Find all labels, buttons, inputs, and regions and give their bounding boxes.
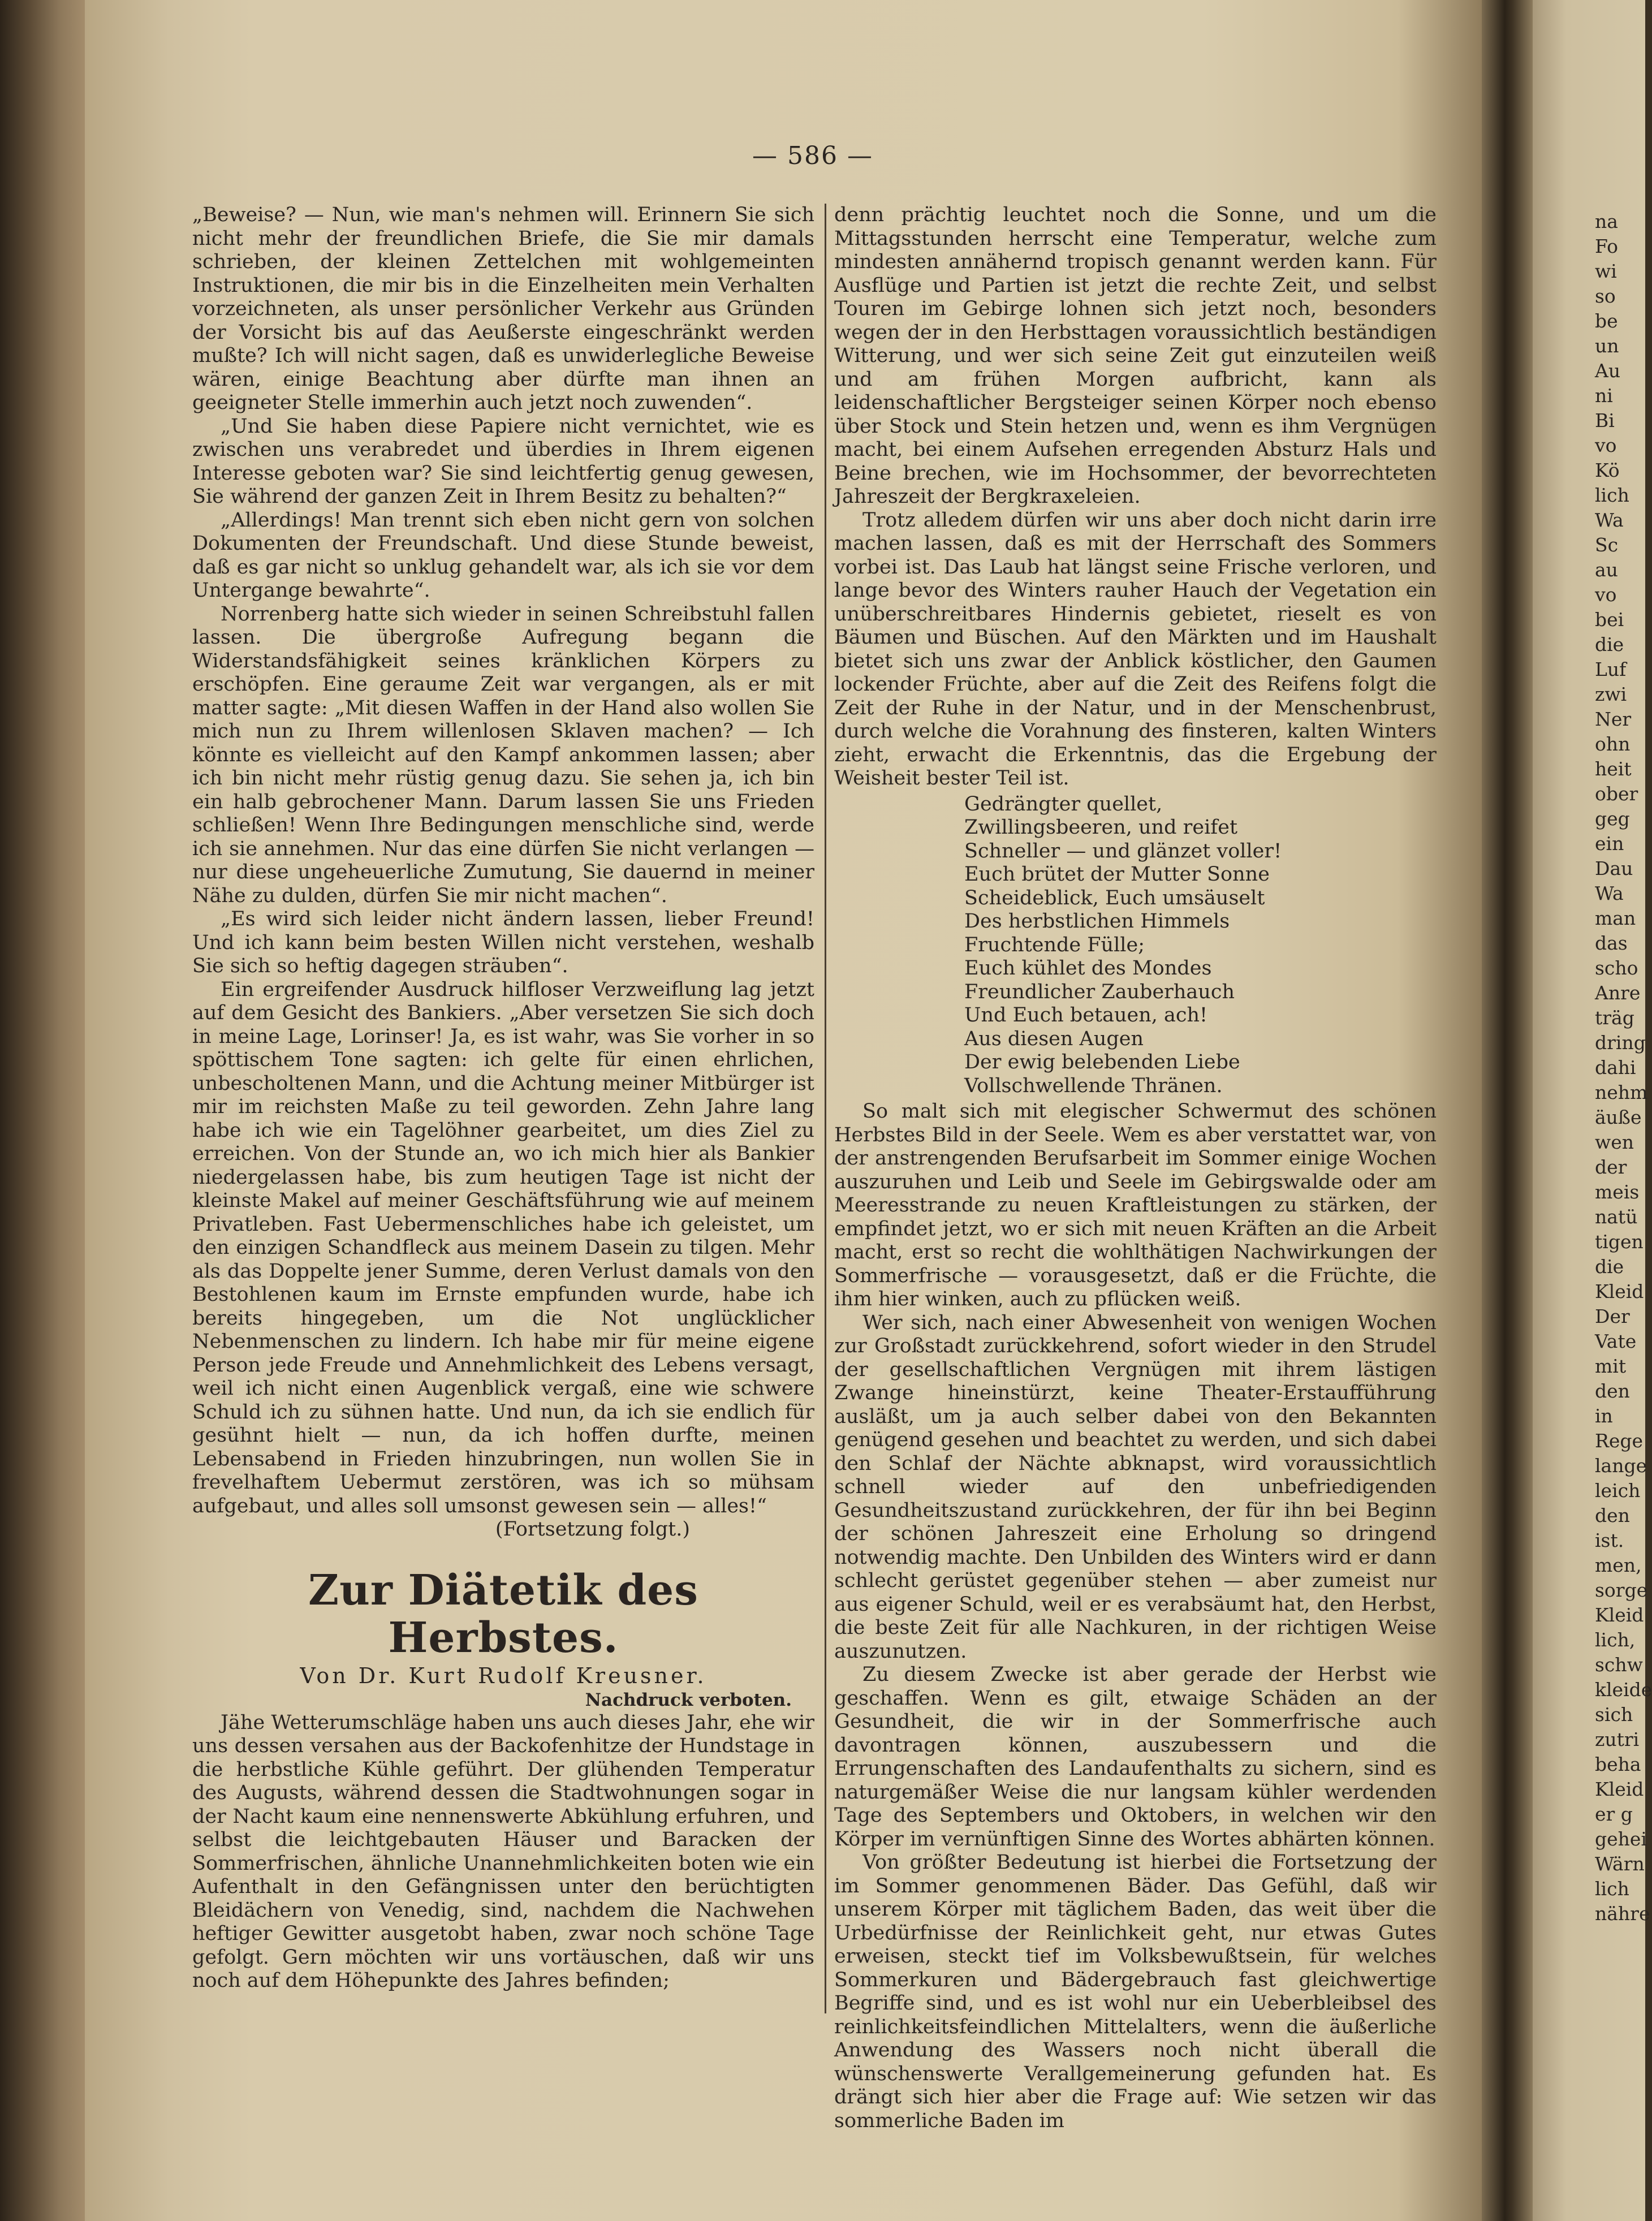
article-paragraph: denn prächtig leuchtet noch die Sonne, und um die Mittagsstunden herrscht eine Temperatur, welche zum mindesten annähernd tropisch genannt werden kann. Für Ausflüge und Partien ist jetzt die rechte Zeit, und selbst Touren im Gebirge lohnen sich jetzt noch, besonders wegen der in den Herbsttagen voraussichtlich beständigen Witterung, und wer sich seine Zeit gut einzuteilen weiß und am frühen Morgen aufbricht, kann als leidenschaftlicher Bergsteiger seinen Körper noch ebenso über Stock und Stein hetzen und, wenn es ihm Vergnügen macht, bei einem Aufsehen erregenden Absturz Hals und Beine brechen, wie im Hochsommer, der bevorrechteten Jahreszeit der Bergkraxeleien. bbox=[834, 204, 1437, 508]
facing-page-fragment: Dau bbox=[1595, 857, 1633, 879]
facing-page-fragment: Wa bbox=[1595, 509, 1624, 531]
article-paragraph: Von größter Bedeutung ist hierbei die Fortsetzung der im Sommer genommenen Bäder. Das Gefühl, daß wir unserem Körper mit täglichem Baden, das weit über die Urbedürfnisse der Reinlichkeit geht, nur etwas Gutes erweisen, steckt tief im Volksbewußtsein, für welches Sommerkuren und Bädergebrauch fast gleichwertige Begriffe sind, und es ist wohl nur ein Ueberbleibsel des reinlichkeitsfeindlichen Mittelalters, wenn die äußerliche Anwendung des Wassers noch nicht überall die wünschenswerte Verallgemeinerung gefunden hat. Es drängt sich hier aber die Frage auf: Wie setzen wir das sommerliche Baden im bbox=[834, 1851, 1437, 2132]
facing-page-fragment: Kleid bbox=[1595, 1280, 1644, 1303]
article-paragraph: So malt sich mit elegischer Schwermut des schönen Herbstes Bild in der Seele. Wem es aber verstattet war, von der anstrengenden Berufsarbeit im Sommer einige Wochen auszuruhen und Leib und Seele im Gebirgswalde oder am Meeresstrande zu neuen Kraftleistungen zu stärken, der empfindet jetzt, wo er sich mit neuen Kräften an die Arbeit macht, erst so recht die wohlthätigen Nachwirkungen der Sommerfrische — vorausgesetzt, daß er die Früchte, die ihm hier winken, auch zu pflücken weiß. bbox=[834, 1100, 1437, 1310]
facing-page-fragment: ohn bbox=[1595, 733, 1631, 755]
facing-page-fragment: träg bbox=[1595, 1007, 1634, 1029]
facing-page-fragment: vo bbox=[1595, 584, 1617, 606]
facing-page-fragment: lange bbox=[1595, 1455, 1647, 1477]
facing-page-fragment: den bbox=[1595, 1504, 1630, 1526]
facing-page-fragment: mit bbox=[1595, 1355, 1627, 1377]
page-number: — 586 — bbox=[752, 141, 873, 170]
facing-page-fragment: wi bbox=[1595, 260, 1617, 282]
facing-page-fragment: Vate bbox=[1595, 1330, 1637, 1352]
facing-page-fragment: bei bbox=[1595, 609, 1624, 631]
column-divider bbox=[825, 204, 826, 2013]
facing-page-fragment: ein bbox=[1595, 833, 1624, 855]
poem-line: Euch brütet der Mutter Sonne bbox=[964, 863, 1270, 886]
facing-page-fragment: au bbox=[1595, 559, 1618, 581]
facing-page-fragment: Anre bbox=[1595, 982, 1641, 1004]
facing-page-edge bbox=[1533, 0, 1652, 2221]
poem-line: Der ewig belebenden Liebe bbox=[964, 1051, 1240, 1073]
story-paragraph: „Es wird sich leider nicht ändern lassen, lieber Freund! Und ich kann beim besten Willen nicht verstehen, weshalb Sie sich so heftig dagegen sträuben“. bbox=[192, 908, 814, 977]
facing-page-fragment: Der bbox=[1595, 1305, 1630, 1327]
poem-line: Und Euch betauen, ach! bbox=[964, 1004, 1208, 1027]
facing-page-fragment: er g bbox=[1595, 1803, 1633, 1825]
facing-page-fragment: Fo bbox=[1595, 235, 1618, 257]
facing-page-fragment: sich bbox=[1595, 1704, 1633, 1726]
poem bbox=[964, 793, 1437, 1098]
facing-page-fragment: Wa bbox=[1595, 882, 1624, 904]
poem-line: Aus diesen Augen bbox=[964, 1027, 1144, 1050]
facing-page-fragment: nähre bbox=[1595, 1903, 1650, 1925]
facing-page-fragment: lich bbox=[1595, 1878, 1629, 1900]
article-paragraph: Zu diesem Zwecke ist aber gerade der Herbst wie geschaffen. Wenn es gilt, etwaige Schäden an der Gesundheit, die wir in der Sommerfrische auch davontragen können, auszubessern und die Errungenschaften des Landaufenthalts zu sichern, sind es naturgemäßer Weise die nur langsam kühler werdenden Tage des Septembers und Oktobers, in welchen wir den Körper im vernünftigen Sinne des Wortes abhärten können. bbox=[834, 1663, 1437, 1851]
left-column bbox=[192, 204, 814, 1993]
story-paragraph: Ein ergreifender Ausdruck hilfloser Verzweiflung lag jetzt auf dem Gesicht des Bankiers. „Aber versetzen Sie sich doch in meine Lage, Lorinser! Ja, es ist wahr, was Sie vorher in so spöttischem Tone sagten: ich gelte für einen ehrlichen, unbescholtenen Mann, und die Achtung meiner Mitbürger ist mir im reichsten Maße zu teil geworden. Zehn Jahre lang habe ich wie ein Tagelöhner gearbeitet, um dies Ziel zu erreichen. Von der Stunde an, wo ich mich hier als Bankier niedergelassen habe, bis zum heutigen Tage ist nicht der kleinste Makel auf meiner Geschäftsführung wie auf meinem Privatleben. Fast Uebermenschliches habe ich geleistet, um den einzigen Schandfleck aus meinem Dasein zu tilgen. Mehr als das Doppelte jener Summe, deren Verlust damals von den Bestohlenen kaum im Ernste empfunden wurde, habe ich bereits hingegeben, um die Not unglücklicher Nebenmenschen zu lindern. Ich habe mir für meine eigene Person jede Freude und Annehmlichkeit des Lebens versagt, weil ich nicht einen Augenblick vergaß, eine wie schwere Schuld ich zu sühnen hatte. Und nun, da ich sie endlich für gesühnt hielt — nun, da ich hoffen durfte, meinen Lebensabend in Frieden hinzubringen, nun wollen Sie in frevelhaftem Uebermut zerstören, was ich so mühsam aufgebaut, und alles soll umsonst gewesen sein — alles!“ bbox=[192, 978, 814, 1517]
facing-page-fragment: Bi bbox=[1595, 409, 1615, 432]
article-byline: Von Dr. Kurt Rudolf Kreusner. bbox=[300, 1663, 707, 1688]
poem-line: Gedrängter quellet, bbox=[964, 792, 1163, 816]
facing-page-fragment: heit bbox=[1595, 758, 1632, 780]
story-paragraph: Norrenberg hatte sich wieder in seinen Schreibstuhl fallen lassen. Die übergroße Aufregung begann die Widerstandsfähigkeit seines kränklichen Körpers zu erschöpfen. Eine geraume Zeit war vergangen, als er mit matter sagte: „Mit diesen Waffen in der Hand also wollen Sie mich nun zu Ihrem willenlosen Sklaven machen? — Ich könnte es vielleicht auf den Kampf ankommen lassen; aber ich bin nicht mehr rüstig genug dazu. Sie sehen ja, ich bin ein halb gebrochener Mann. Darum lassen Sie uns Frieden schließen! Wenn Ihre Bedingungen menschliche sind, werde ich sie annehmen. Nur das eine dürfen Sie nicht verlangen — nur diese ungeheuerliche Zumutung, Sie dauernd in meiner Nähe zu dulden, dürfen Sie mir nicht machen“. bbox=[192, 602, 814, 907]
facing-page-fragment: leich bbox=[1595, 1480, 1641, 1502]
facing-page-fragment: zutri bbox=[1595, 1728, 1640, 1750]
facing-page-fragment: den bbox=[1595, 1380, 1630, 1402]
facing-page-fragment: lich bbox=[1595, 484, 1629, 506]
poem-line: Des herbstlichen Himmels bbox=[964, 910, 1230, 933]
facing-page-fragment: sorge bbox=[1595, 1579, 1648, 1601]
article-title: Zur Diätetik des Herbstes. bbox=[308, 1566, 698, 1662]
continued-notice: (Fortsetzung folgt.) bbox=[495, 1518, 690, 1541]
facing-page-fragment: Kleid bbox=[1595, 1604, 1644, 1626]
facing-page-fragment: Au bbox=[1595, 360, 1621, 382]
facing-page-fragment: ober bbox=[1595, 783, 1638, 805]
facing-page-fragment: Wärn bbox=[1595, 1853, 1645, 1875]
facing-page-fragment: Kö bbox=[1595, 459, 1620, 481]
facing-page-fragment: ni bbox=[1595, 385, 1613, 407]
poem-line: Vollschwellende Thränen. bbox=[964, 1074, 1223, 1097]
facing-page-fragment: lich, bbox=[1595, 1629, 1636, 1651]
facing-page-fragment: ist. bbox=[1595, 1529, 1624, 1551]
facing-page-fragment: natü bbox=[1595, 1206, 1638, 1228]
right-column bbox=[834, 204, 1437, 2133]
facing-page-fragment: un bbox=[1595, 335, 1619, 357]
facing-page-fragment: nehm bbox=[1595, 1081, 1648, 1103]
book-spine-edge bbox=[0, 0, 85, 2221]
poem-line: Scheideblick, Euch umsäuselt bbox=[964, 886, 1265, 909]
story-paragraph: „Und Sie haben diese Papiere nicht vernichtet, wie es zwischen uns verabredet und überdies in Ihrem eigenen Interesse geboten war? Sie sind leichtfertig genug gewesen, Sie während der ganzen Zeit in Ihrem Besitz zu behalten?“ bbox=[192, 415, 814, 508]
poem-line: Zwillingsbeeren, und reifet bbox=[964, 816, 1238, 839]
facing-page-fragment: der bbox=[1595, 1156, 1627, 1178]
facing-page-fragment: das bbox=[1595, 932, 1628, 954]
facing-page-fragment: Rege bbox=[1595, 1430, 1644, 1452]
facing-page-fragment: na bbox=[1595, 210, 1618, 232]
facing-page-fragment: kleide bbox=[1595, 1679, 1652, 1701]
facing-page-fragment: man bbox=[1595, 907, 1636, 929]
facing-page-fragment: Luf bbox=[1595, 658, 1627, 680]
facing-page-fragment: schw bbox=[1595, 1654, 1643, 1676]
facing-page-fragment: Sc bbox=[1595, 534, 1619, 556]
facing-page-fragment: be bbox=[1595, 310, 1618, 332]
poem-line: Schneller — und glänzet voller! bbox=[964, 839, 1282, 862]
facing-page-fragment: die bbox=[1595, 633, 1624, 655]
poem-line: Fruchtende Fülle; bbox=[964, 933, 1145, 956]
facing-page-fragment: zwi bbox=[1595, 683, 1627, 705]
story-paragraph: „Beweise? — Nun, wie man's nehmen will. Erinnern Sie sich nicht mehr der freundlichen Briefe, die Sie mir damals schrieben, der kleinen Zettelchen mit wohlgemeinten Instruktionen, die mir bis in die Einzelheiten mein Verhalten vorzeichneten, als unser persönlicher Verkehr aus Gründen der Vorsicht bis auf das Aeußerste eingeschränkt werden mußte? Ich will nicht sagen, daß es unwiderlegliche Beweise wären, einige Beachtung aber dürfte man ihnen an geeigneter Stelle immerhin auch jetzt noch zuwenden“. bbox=[192, 204, 814, 414]
article-paragraph: Wer sich, nach einer Abwesenheit von wenigen Wochen zur Großstadt zurückkehrend, sofort wieder in den Strudel der gesellschaftlichen Vergnügen mit ihrem lästigen Zwange hineinstürzt, keine Theater-Erstaufführung ausläßt, um ja auch selber dabei von den Bekannten genügend gesehen und beachtet zu werden, und sich dabei den Schlaf der Nächte abknapst, wird voraussichtlich schnell wieder auf den unbefriedigenden Gesundheitszustand zurückkehren, der für ihn bei Beginn der schönen Jahreszeit eine Erholung so dringend notwendig machte. Den Unbilden des Winters wird er dann schlecht gerüstet gegenüber stehen — aber zumeist nur aus eigener Schuld, weil er es verabsäumt hat, den Herbst, die beste Zeit für alle Nachkuren, in der richtigen Weise auszunutzen. bbox=[834, 1311, 1437, 1663]
poem-line: Freundlicher Zauberhauch bbox=[964, 980, 1235, 1003]
facing-page-fragment: Ner bbox=[1595, 708, 1632, 730]
facing-page-fragment: beha bbox=[1595, 1753, 1641, 1775]
facing-page-fragment: in bbox=[1595, 1405, 1613, 1427]
facing-page-fragment: men, bbox=[1595, 1554, 1642, 1576]
facing-page-fragment: dahi bbox=[1595, 1056, 1636, 1079]
facing-page-fragment: äuße bbox=[1595, 1106, 1642, 1128]
facing-page-fragment: so bbox=[1595, 285, 1616, 307]
facing-page-fragment: dring bbox=[1595, 1032, 1646, 1054]
facing-page-fragment: geg bbox=[1595, 808, 1630, 830]
article-paragraph: Trotz alledem dürfen wir uns aber doch nicht darin irre machen lassen, daß es mit der Herrschaft des Sommers vorbei ist. Das Laub hat längst seine Frische verloren, und lange bevor des Winters rauher Hauch der Vegetation ein unüberschreitbares Hindernis gebietet, rieselt es von Bäumen und Büschen. Auf den Märkten und im Haushalt bietet sich uns zwar der Anblick köstlicher, den Gaumen lockender Früchte, aber auf die Zeit des Reifens folgt die Zeit der Ruhe in der Natur, und in der Menschenbrust, durch welche die Vorahnung des finsteren, kalten Winters zieht, erwacht die Erkenntnis, das die Ergebung der Weisheit bester Teil ist. bbox=[834, 508, 1437, 790]
poem-line: Euch kühlet des Mondes bbox=[964, 957, 1212, 980]
facing-page-fragment: die bbox=[1595, 1256, 1624, 1278]
story-paragraph: „Allerdings! Man trennt sich eben nicht gern von solchen Dokumenten der Freundschaft. Und diese Stunde beweist, daß es gar nicht so unklug gehandelt war, als ich sie vor dem Untergange bewahrte“. bbox=[192, 508, 814, 602]
article-paragraph: Jähe Wetterumschläge haben uns auch dieses Jahr, ehe wir uns dessen versahen aus der Backofenhitze der Hundstage in die herbstliche Kühle geführt. Der glühenden Temperatur des Augusts, während dessen die Stadtwohnungen sogar in der Nacht kaum eine nennenswerte Abkühlung erfuhren, und selbst die leichtgebauten Häuser und Baracken der Sommerfrischen, ähnliche Unannehmlichkeiten boten wie ein Aufenthalt in den Gefängnissen unter den berüchtigten Bleidächern von Venedig, sind, nachdem die Nachwehen heftiger Gewitter ausgetobt haben, zwar noch schöne Tage gefolgt. Gern möchten wir uns vortäuschen, daß wir uns noch auf dem Höhepunkte des Jahres befinden; bbox=[192, 1711, 814, 1992]
facing-page-fragment: gehei bbox=[1595, 1828, 1647, 1850]
book-gutter bbox=[1482, 0, 1533, 2221]
facing-page-fragment: vo bbox=[1595, 434, 1617, 456]
facing-page-fragment: scho bbox=[1595, 957, 1638, 979]
facing-page-fragment: tigen bbox=[1595, 1231, 1644, 1253]
facing-page-fragment: Kleid bbox=[1595, 1778, 1644, 1800]
facing-page-fragment: wen bbox=[1595, 1131, 1634, 1153]
facing-page-fragment: meis bbox=[1595, 1181, 1640, 1203]
reprint-notice: Nachdruck verboten. bbox=[585, 1689, 792, 1710]
